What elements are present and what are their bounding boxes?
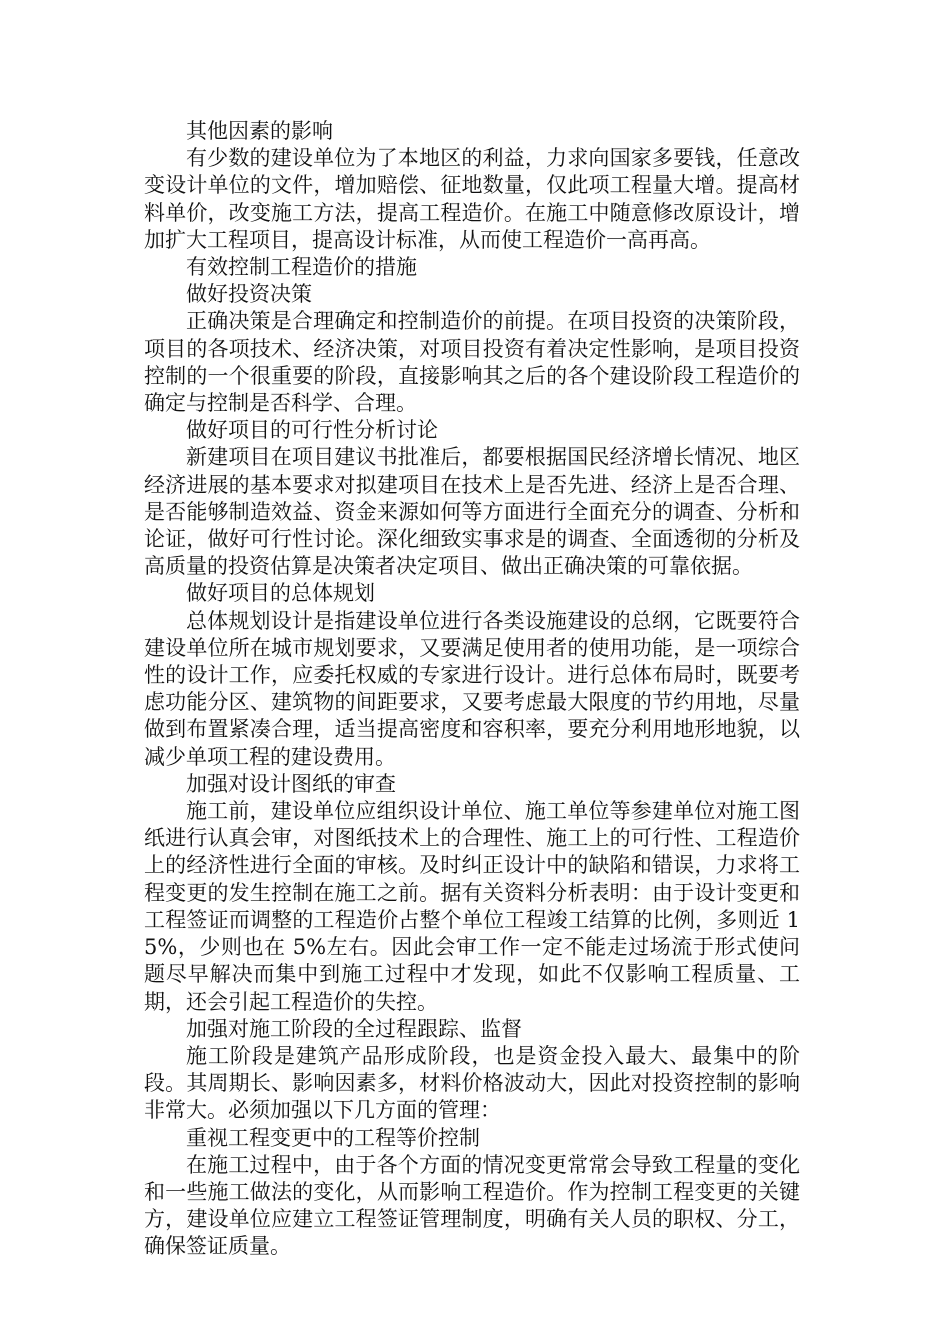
section-heading-change-control: 重视工程变更中的工程等价控制 [186, 1125, 480, 1150]
section-heading-other-factors: 其他因素的影响 [186, 119, 333, 143]
paragraph-feasibility-study: 新建项目在项目建议书批准后，都要根据国民经济增长情况、地区经济进展的基本要求对拟建项目在技术上是否先进、经济上是否合理、是否能够制造效益、资金来源如何等方面进行全面充分的调查、分析和论证，做好可行性讨论。深化细致实事求是的调查、全面透彻的分析及高质量的投资估算是决策者决定项目、做出正确决策的可靠依据。 [144, 445, 800, 579]
paragraph-master-plan: 总体规划设计是指建设单位进行各类设施建设的总纲，它既要符合建设单位所在城市规划要求，又要满足使用者的使用功能，是一项综合性的设计工作，应委托权威的专家进行设计。进行总体布局时，既要考虑功能分区、建筑物的间距要求，又要考虑最大限度的节约用地，尽量做到布置紧凑合理，适当提高密度和容积率，要充分利用地形地貌，以减少单项工程的建设费用。 [144, 608, 800, 769]
section-heading-investment-decision: 做好投资决策 [186, 282, 312, 307]
paragraph-change-control: 在施工过程中，由于各个方面的情况变更常常会导致工程量的变化和一些施工做法的变化，从而影响工程造价。作为控制工程变更的关键方，建设单位应建立工程签证管理制度，明确有关人员的职权、分工，确保签证质量。 [144, 1152, 800, 1259]
section-heading-cost-control-measures: 有效控制工程造价的措施 [186, 255, 417, 280]
section-heading-drawing-review: 加强对设计图纸的审查 [186, 771, 396, 796]
section-heading-feasibility-study: 做好项目的可行性分析讨论 [186, 418, 438, 443]
paragraph-construction-supervision: 施工阶段是建筑产品形成阶段，也是资金投入最大、最集中的阶段。其周期长、影响因素多，材料价格波动大，因此对投资控制的影响非常大。必须加强以下几方面的管理： [144, 1043, 800, 1123]
document-page [144, 118, 800, 1261]
paragraph-other-factors: 有少数的建设单位为了本地区的利益，力求向国家多要钱，任意改变设计单位的文件，增加赔偿、征地数量，仅此项工程量大增。提高材料单价，改变施工方法，提高工程造价。在施工中随意修改原设计，增加扩大工程项目，提高设计标准，从而使工程造价一高再高。 [144, 146, 800, 252]
section-heading-master-plan: 做好项目的总体规划 [186, 581, 375, 606]
paragraph-drawing-review: 施工前，建设单位应组织设计单位、施工单位等参建单位对施工图纸进行认真会审，对图纸技术上的合理性、施工上的可行性、工程造价上的经济性进行全面的审核。及时纠正设计中的缺陷和错误，力求将工程变更的发生控制在施工之前。据有关资料分析表明：由于设计变更和工程签证而调整的工程造价占整个单位工程竣工结算的比例，多则近 15%，少则也在 5%左右。因此会审工作一定不能走过场流于形式使问题尽早解决而集中到施工过程中才发现，如此不仅影响工程质量、工期，还会引起工程造价的失控。 [144, 799, 800, 1014]
section-heading-construction-supervision: 加强对施工阶段的全过程跟踪、监督 [186, 1016, 522, 1041]
paragraph-investment-decision: 正确决策是合理确定和控制造价的前提。在项目投资的决策阶段，项目的各项技术、经济决策，对项目投资有着决定性影响，是项目投资控制的一个很重要的阶段，直接影响其之后的各个建设阶段工程造价的确定与控制是否科学、合理。 [144, 309, 800, 416]
